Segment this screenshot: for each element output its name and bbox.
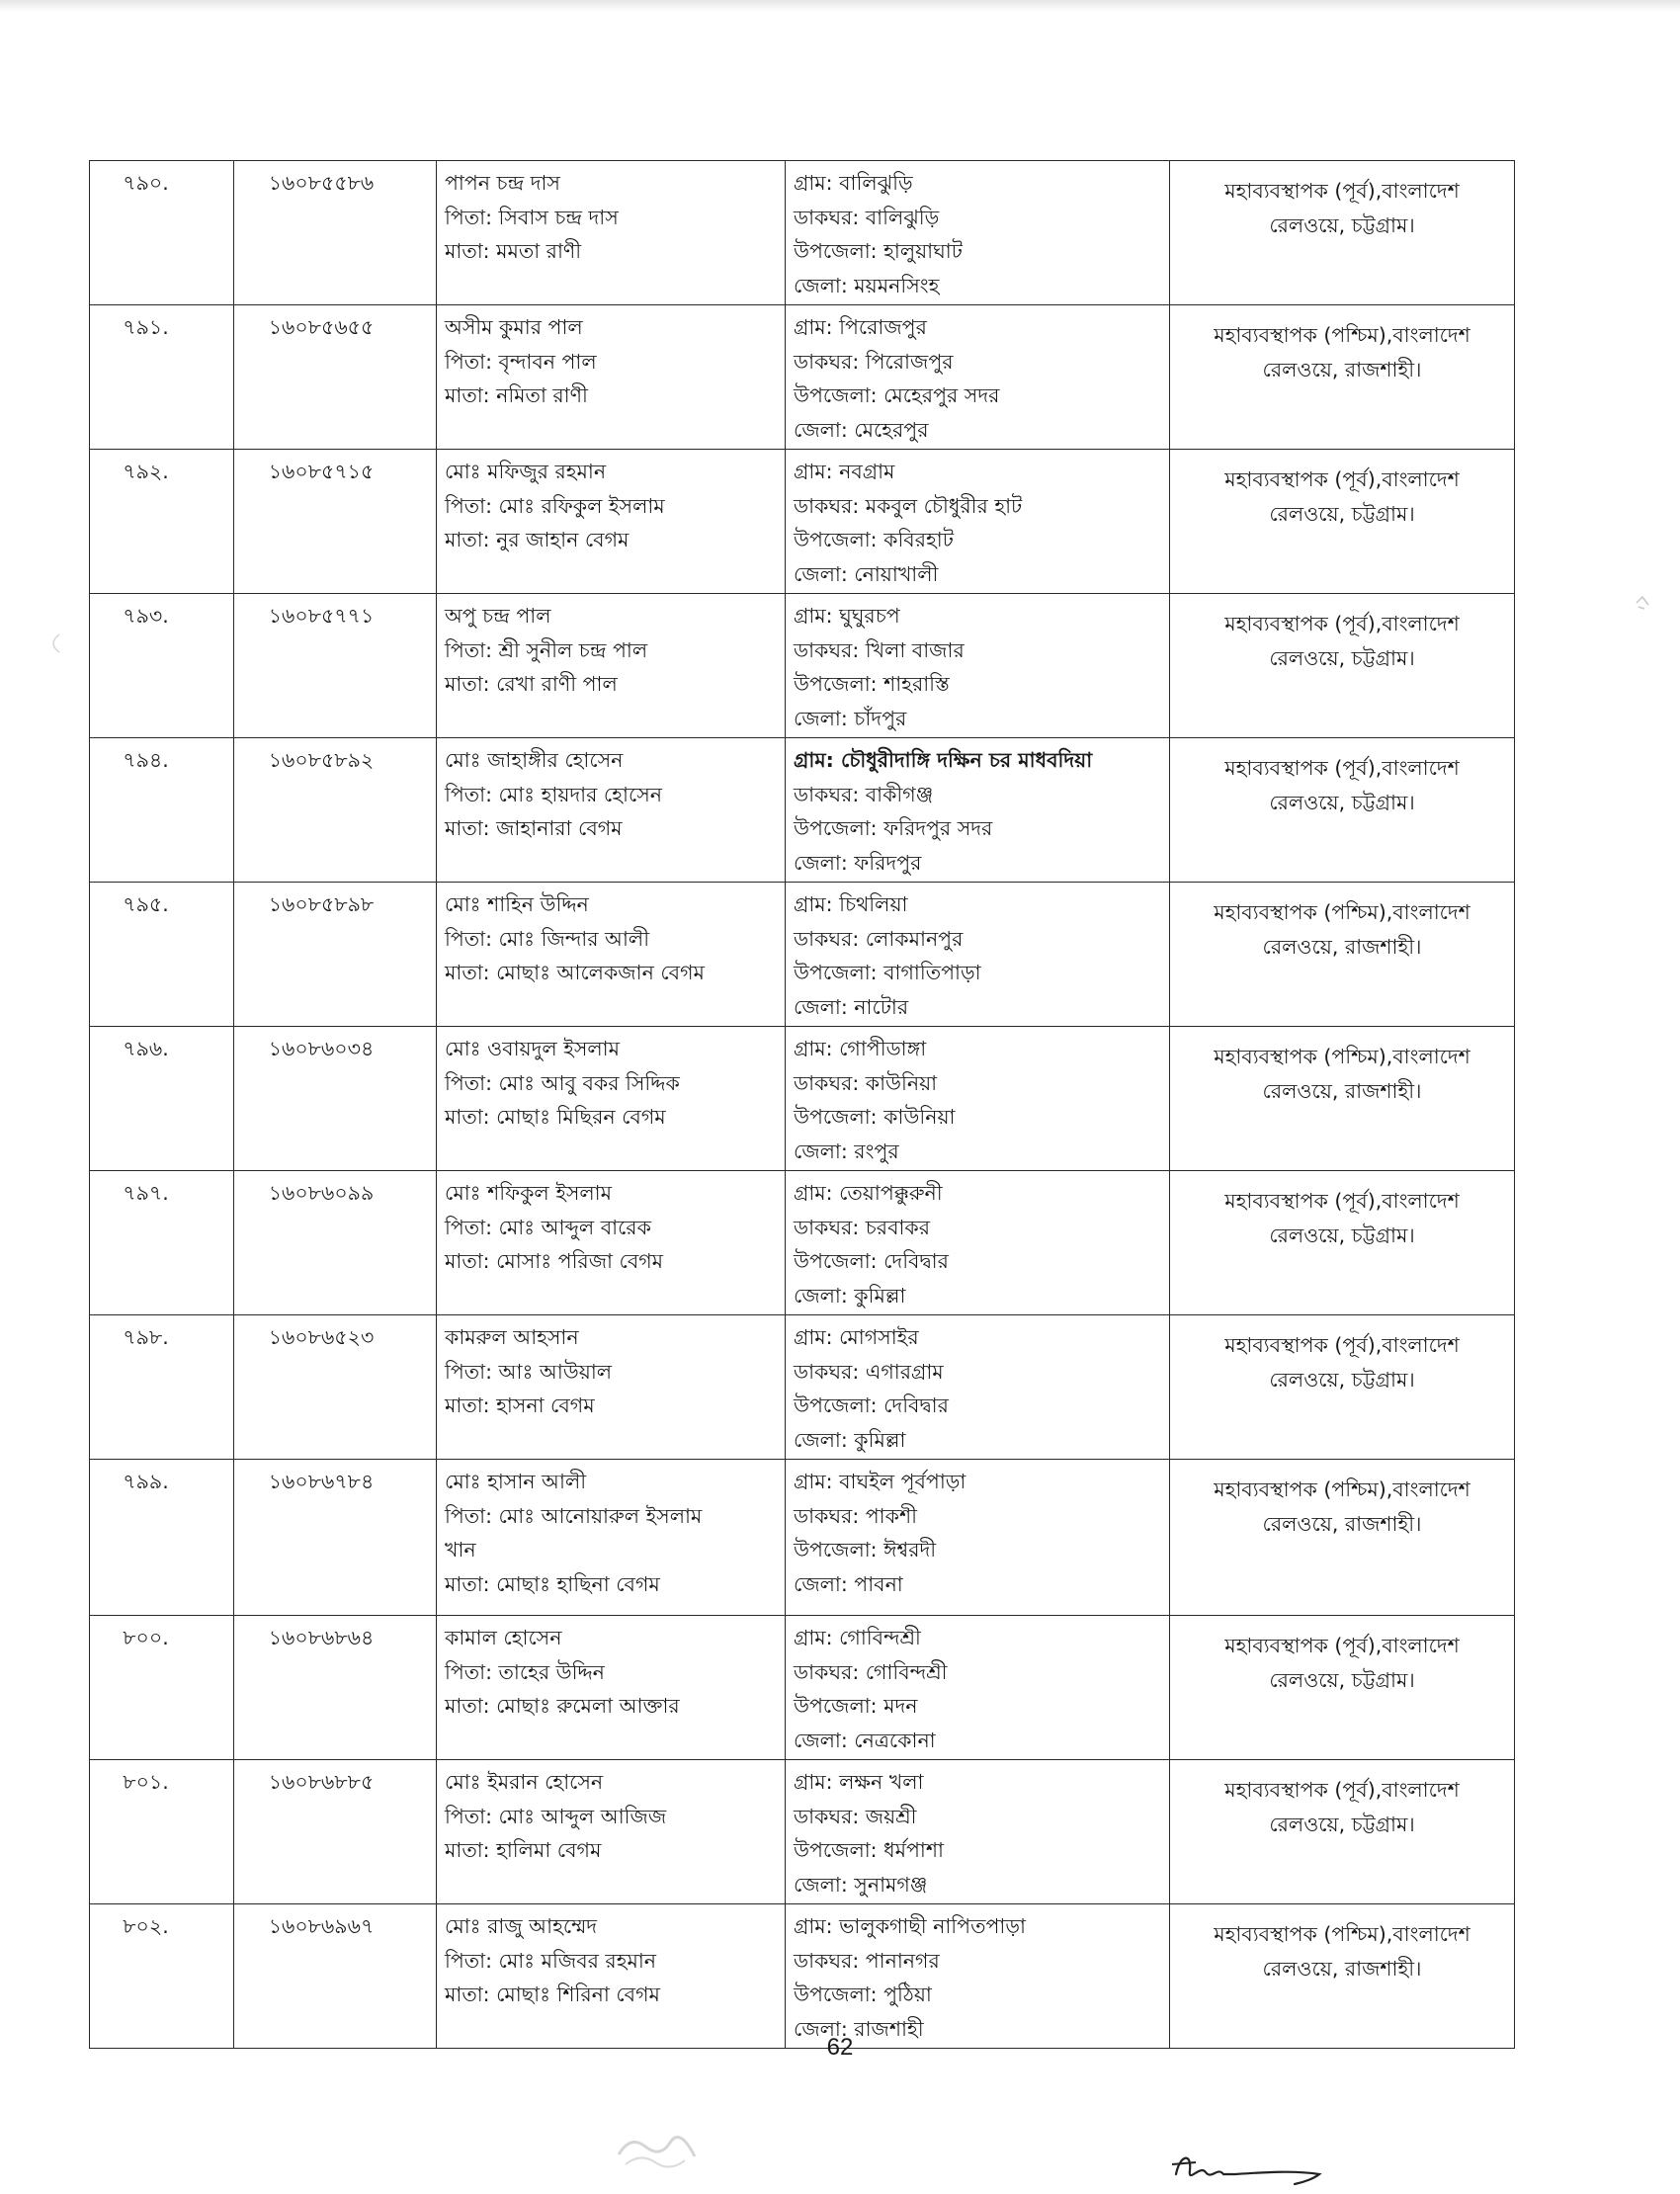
candidate-name: পাপন চন্দ্র দাস: [445, 171, 560, 195]
table-row: [90, 305, 1515, 450]
post-office: ডাকঘর: পিরোজপুর: [794, 349, 954, 374]
post-office: ডাকঘর: খিলা বাজার: [794, 637, 965, 662]
registration-cell: [234, 450, 437, 594]
candidate-table: [89, 160, 1515, 2049]
registration-number: ১৬০৮৬৮৮৫: [268, 1770, 375, 1794]
serial-cell: [90, 883, 234, 1027]
person-cell: [437, 1171, 786, 1315]
village: গ্রাম: তেয়াপক্কুরুনী: [794, 1181, 943, 1205]
serial-cell: [90, 161, 234, 305]
registration-number: ১৬০৮৫৮৯২: [268, 748, 375, 772]
village: গ্রাম: গোপীডাঙ্গা: [794, 1037, 927, 1060]
table-row: [90, 1171, 1515, 1315]
father-name: পিতা: মোঃ জিন্দার আলী: [445, 926, 650, 951]
registration-cell: [234, 1027, 437, 1171]
office-line-1: মহাব্যবস্থাপক (পূর্ব),বাংলাদেশ: [1224, 612, 1460, 635]
office-cell: [1170, 1616, 1515, 1760]
office-line-1: মহাব্যবস্থাপক (পশ্চিম),বাংলাদেশ: [1214, 1477, 1470, 1501]
registration-cell: [234, 1760, 437, 1904]
address-cell: [786, 305, 1170, 450]
office-line-2: রেলওয়ে, চট্টগ্রাম।: [1269, 1812, 1415, 1836]
upazila: উপজেলা: হালুয়াঘাট: [794, 239, 963, 263]
registration-number: ১৬০৮৫৭৭১: [268, 604, 375, 628]
upazila: উপজেলা: শাহরাস্তি: [794, 672, 950, 696]
upazila: উপজেলা: দেবিদ্বার: [794, 1393, 949, 1417]
registration-cell: [234, 305, 437, 450]
registration-number: ১৬০৮৬৯৬৭: [268, 1914, 375, 1938]
upazila: উপজেলা: ফরিদপুর সদর: [794, 816, 993, 840]
candidate-name: মোঃ শফিকুল ইসলাম: [445, 1181, 613, 1205]
post-office: ডাকঘর: চরবাকর: [794, 1215, 931, 1239]
table-row: [90, 450, 1515, 594]
serial-cell: [90, 1460, 234, 1616]
post-office: ডাকঘর: এগারগ্রাম: [794, 1359, 944, 1384]
office-line-1: মহাব্যবস্থাপক (পশ্চিম),বাংলাদেশ: [1214, 900, 1470, 924]
serial-number: ৭৯৬.: [123, 1037, 169, 1060]
village: গ্রাম: ভালুকগাছী নাপিতপাড়া: [794, 1914, 1026, 1938]
registration-number: ১৬০৮৬৮৬৪: [268, 1626, 375, 1649]
district: জেলা: নোয়াখালী: [794, 561, 939, 586]
person-cell: [437, 1027, 786, 1171]
serial-number: ৭৯৮.: [123, 1325, 169, 1349]
registration-number: ১৬০৮৬০৯৯: [268, 1181, 375, 1205]
candidate-name: মোঃ ইমরান হোসেন: [445, 1770, 604, 1794]
office-line-2: রেলওয়ে, চট্টগ্রাম।: [1269, 1667, 1415, 1692]
candidate-table-body: [90, 161, 1515, 2049]
mother-name: মাতা: নুর জাহান বেগম: [445, 528, 630, 551]
district: জেলা: ফরিদপুর: [794, 850, 922, 875]
candidate-name: মোঃ মফিজুর রহমান: [445, 460, 607, 483]
serial-number: ৭৯০.: [123, 171, 169, 195]
office-line-1: মহাব্যবস্থাপক (পশ্চিম),বাংলাদেশ: [1214, 1922, 1470, 1946]
post-office: ডাকঘর: লোকমানপুর: [794, 926, 964, 951]
address-cell: [786, 1460, 1170, 1616]
serial-number: ৭৯১.: [123, 315, 169, 339]
candidate-name: অপু চন্দ্র পাল: [445, 604, 551, 628]
village: গ্রাম: বাঘইল পূর্বপাড়া: [794, 1470, 966, 1493]
office-line-1: মহাব্যবস্থাপক (পূর্ব),বাংলাদেশ: [1224, 179, 1460, 203]
district: জেলা: সুনামগঞ্জ: [794, 1872, 928, 1897]
upazila: উপজেলা: কবিরহাট: [794, 528, 954, 551]
post-office: ডাকঘর: পানানগর: [794, 1948, 940, 1973]
district: জেলা: কুমিল্লা: [794, 1283, 906, 1308]
registration-cell: [234, 1315, 437, 1460]
post-office: ডাকঘর: কাউনিয়া: [794, 1070, 938, 1095]
office-cell: [1170, 1760, 1515, 1904]
address-cell: [786, 1027, 1170, 1171]
father-name: পিতা: মোঃ রফিকুল ইসলাম: [445, 493, 665, 518]
district: জেলা: মেহেরপুর: [794, 417, 929, 442]
person-cell: [437, 1904, 786, 2049]
father-name: পিতা: মোঃ আনোয়ারুল ইসলাম: [445, 1503, 703, 1528]
office-cell: [1170, 738, 1515, 883]
office-line-1: মহাব্যবস্থাপক (পূর্ব),বাংলাদেশ: [1224, 467, 1460, 491]
table-row: [90, 161, 1515, 305]
father-name: পিতা: বৃন্দাবন পাল: [445, 349, 597, 374]
serial-number: ৮০১.: [123, 1770, 169, 1794]
post-office: ডাকঘর: বাকীগঞ্জ: [794, 782, 934, 806]
serial-cell: [90, 1027, 234, 1171]
village: গ্রাম: নবগ্রাম: [794, 460, 895, 483]
mother-name: মাতা: নমিতা রাণী: [445, 383, 588, 407]
district: জেলা: রংপুর: [794, 1139, 899, 1163]
mother-name: মাতা: হালিমা বেগম: [445, 1838, 602, 1862]
address-cell: [786, 1616, 1170, 1760]
office-line-2: রেলওয়ে, চট্টগ্রাম।: [1269, 212, 1415, 237]
office-cell: [1170, 450, 1515, 594]
office-cell: [1170, 883, 1515, 1027]
village: গ্রাম: মোগসাইর: [794, 1325, 919, 1349]
village: গ্রাম: বালিঝুড়ি: [794, 171, 913, 195]
serial-cell: [90, 1904, 234, 2049]
office-line-1: মহাব্যবস্থাপক (পশ্চিম),বাংলাদেশ: [1214, 1045, 1470, 1068]
serial-cell: [90, 305, 234, 450]
serial-number: ৭৯২.: [123, 460, 169, 483]
address-cell: [786, 738, 1170, 883]
mother-name: মাতা: মোছাঃ হাছিনা বেগম: [445, 1571, 660, 1596]
registration-number: ১৬০৮৬৫২৩: [268, 1325, 375, 1349]
registration-cell: [234, 883, 437, 1027]
father-name: পিতা: মোঃ আব্দুল বারেক: [445, 1215, 651, 1239]
serial-number: ৭৯৪.: [123, 748, 169, 772]
serial-number: ৭৯৩.: [123, 604, 169, 628]
upazila: উপজেলা: মেহেরপুর সদর: [794, 383, 1000, 407]
office-cell: [1170, 1171, 1515, 1315]
registration-number: ১৬০৮৫৭১৫: [268, 460, 375, 483]
office-line-1: মহাব্যবস্থাপক (পূর্ব),বাংলাদেশ: [1224, 1778, 1460, 1802]
office-line-1: মহাব্যবস্থাপক (পূর্ব),বাংলাদেশ: [1224, 1189, 1460, 1213]
registration-cell: [234, 1904, 437, 2049]
father-name: পিতা: আঃ আউয়াল: [445, 1359, 613, 1384]
post-office: ডাকঘর: মকবুল চৌধুরীর হাট: [794, 493, 1023, 518]
office-line-2: রেলওয়ে, চট্টগ্রাম।: [1269, 1367, 1415, 1392]
office-line-2: রেলওয়ে, চট্টগ্রাম।: [1269, 501, 1415, 526]
village: গ্রাম: পিরোজপুর: [794, 315, 927, 339]
address-cell: [786, 1171, 1170, 1315]
registration-cell: [234, 1171, 437, 1315]
district: জেলা: নাটোর: [794, 994, 909, 1019]
address-cell: [786, 594, 1170, 738]
mother-name: মাতা: মমতা রাণী: [445, 239, 582, 263]
candidate-name: মোঃ জাহাঙ্গীর হোসেন: [445, 748, 624, 772]
district: জেলা: ময়মনসিংহ: [794, 273, 940, 297]
mother-name: মাতা: রেখা রাণী পাল: [445, 672, 618, 696]
office-cell: [1170, 1904, 1515, 2049]
registration-number: ১৬০৮৫৫৮৬: [268, 171, 375, 195]
registration-number: ১৬০৮৬০৩৪: [268, 1037, 375, 1060]
serial-cell: [90, 1171, 234, 1315]
registration-number: ১৬০৮৫৬৫৫: [268, 315, 375, 339]
registration-number: ১৬০৮৫৮৯৮: [268, 892, 375, 916]
serial-number: ৮০০.: [123, 1626, 169, 1649]
office-line-2: রেলওয়ে, রাজশাহী।: [1262, 1078, 1422, 1103]
mother-name: মাতা: হাসনা বেগম: [445, 1393, 595, 1417]
candidate-name: মোঃ শাহিন উদ্দিন: [445, 892, 589, 916]
post-office: ডাকঘর: গোবিন্দশ্রী: [794, 1659, 948, 1684]
district: জেলা: চাঁদপুর: [794, 706, 907, 730]
table-row: [90, 1760, 1515, 1904]
village: গ্রাম: চৌধুরীদাঙ্গি দক্ষিন চর মাধবদিয়া: [794, 748, 1093, 772]
registration-cell: [234, 738, 437, 883]
office-line-1: মহাব্যবস্থাপক (পূর্ব),বাংলাদেশ: [1224, 756, 1460, 780]
serial-cell: [90, 1616, 234, 1760]
table-row: [90, 1904, 1515, 2049]
mother-name: মাতা: জাহানারা বেগম: [445, 816, 623, 840]
person-cell: [437, 594, 786, 738]
candidate-name: মোঃ ওবায়দুল ইসলাম: [445, 1037, 620, 1060]
upazila: উপজেলা: ঈশ্বরদী: [794, 1538, 937, 1561]
serial-cell: [90, 738, 234, 883]
district: জেলা: কুমিল্লা: [794, 1427, 906, 1452]
table-row: [90, 1315, 1515, 1460]
scan-edge-shade: [0, 0, 1680, 12]
stamp-smudge: [611, 2125, 700, 2174]
village: গ্রাম: ঘুঘুরচপ: [794, 604, 900, 628]
table-row: [90, 1460, 1515, 1616]
office-line-2: রেলওয়ে, রাজশাহী।: [1262, 934, 1422, 959]
office-line-1: মহাব্যবস্থাপক (পূর্ব),বাংলাদেশ: [1224, 1333, 1460, 1357]
office-line-1: মহাব্যবস্থাপক (পশ্চিম),বাংলাদেশ: [1214, 323, 1470, 347]
serial-cell: [90, 1760, 234, 1904]
address-cell: [786, 450, 1170, 594]
address-cell: [786, 1904, 1170, 2049]
district: জেলা: পাবনা: [794, 1571, 903, 1596]
margin-mark-icon: [49, 633, 63, 654]
village: গ্রাম: চিথলিয়া: [794, 892, 908, 916]
person-cell: [437, 1460, 786, 1616]
table-row: [90, 1027, 1515, 1171]
office-line-2: রেলওয়ে, রাজশাহী।: [1262, 1511, 1422, 1536]
father-name: পিতা: তাহের উদ্দিন: [445, 1659, 605, 1684]
post-office: ডাকঘর: বালিঝুড়ি: [794, 205, 940, 229]
table-row: [90, 738, 1515, 883]
serial-number: ৮০২.: [123, 1914, 169, 1938]
office-cell: [1170, 1315, 1515, 1460]
person-cell: [437, 1315, 786, 1460]
office-cell: [1170, 1460, 1515, 1616]
district: জেলা: নেত্রকোনা: [794, 1728, 936, 1752]
office-cell: [1170, 594, 1515, 738]
registration-number: ১৬০৮৬৭৮৪: [268, 1470, 375, 1493]
father-name: পিতা: সিবাস চন্দ্র দাস: [445, 205, 619, 229]
registration-cell: [234, 1460, 437, 1616]
office-cell: [1170, 1027, 1515, 1171]
office-line-2: রেলওয়ে, চট্টগ্রাম।: [1269, 790, 1415, 814]
mother-name: মাতা: মোছাঃ আলেকজান বেগম: [445, 961, 705, 984]
office-line-2: রেলওয়ে, চট্টগ্রাম।: [1269, 645, 1415, 670]
mother-name: মাতা: মোছাঃ রুমেলা আক্তার: [445, 1694, 680, 1718]
upazila: উপজেলা: বাগাতিপাড়া: [794, 961, 981, 984]
upazila: উপজেলা: ধর্মপাশা: [794, 1838, 944, 1862]
serial-cell: [90, 1315, 234, 1460]
father-name: পিতা: মোঃ হায়দার হোসেন: [445, 782, 662, 806]
person-cell: [437, 883, 786, 1027]
serial-number: ৭৯৭.: [123, 1181, 169, 1205]
father-name: পিতা: মোঃ আবু বকর সিদ্দিক: [445, 1070, 680, 1095]
candidate-name: কামরুল আহসান: [445, 1325, 579, 1349]
office-line-2: রেলওয়ে, রাজশাহী।: [1262, 357, 1422, 381]
father-name: পিতা: মোঃ আব্দুল আজিজ: [445, 1804, 667, 1828]
post-office: ডাকঘর: পাকশী: [794, 1503, 917, 1528]
office-cell: [1170, 305, 1515, 450]
office-line-1: মহাব্যবস্থাপক (পূর্ব),বাংলাদেশ: [1224, 1634, 1460, 1657]
candidate-name: মোঃ রাজু আহম্মেদ: [445, 1914, 598, 1938]
signature-icon: [1166, 2145, 1324, 2194]
upazila: উপজেলা: কাউনিয়া: [794, 1105, 956, 1129]
registration-cell: [234, 1616, 437, 1760]
upazila: উপজেলা: মদন: [794, 1694, 918, 1718]
father-name: পিতা: শ্রী সুনীল চন্দ্র পাল: [445, 637, 648, 662]
registration-cell: [234, 161, 437, 305]
serial-number: ৭৯৯.: [123, 1470, 169, 1493]
serial-cell: [90, 594, 234, 738]
upazila: উপজেলা: পুঠিয়া: [794, 1983, 932, 2006]
serial-cell: [90, 450, 234, 594]
district: জেলা: রাজশাহী: [794, 2016, 924, 2041]
table-row: [90, 883, 1515, 1027]
post-office: ডাকঘর: জয়শ্রী: [794, 1804, 917, 1828]
candidate-name: মোঃ হাসান আলী: [445, 1470, 587, 1493]
upazila: উপজেলা: দেবিদ্বার: [794, 1249, 949, 1273]
office-cell: [1170, 161, 1515, 305]
candidate-name: কামাল হোসেন: [445, 1626, 562, 1649]
serial-number: ৭৯৫.: [123, 892, 169, 916]
person-cell: [437, 305, 786, 450]
office-line-2: রেলওয়ে, রাজশাহী।: [1262, 1956, 1422, 1981]
mother-name: মাতা: মোসাঃ পরিজা বেগম: [445, 1249, 664, 1273]
person-cell: [437, 161, 786, 305]
mother-name: মাতা: মোছাঃ মিছিরন বেগম: [445, 1105, 666, 1129]
table-row: [90, 594, 1515, 738]
person-cell: [437, 1616, 786, 1760]
page-number: 62: [826, 2034, 854, 2061]
person-cell: [437, 738, 786, 883]
village: গ্রাম: গোবিন্দশ্রী: [794, 1626, 921, 1649]
father-name-continued: খান: [445, 1538, 476, 1561]
address-cell: [786, 883, 1170, 1027]
person-cell: [437, 450, 786, 594]
office-line-2: রেলওয়ে, চট্টগ্রাম।: [1269, 1223, 1415, 1247]
table-row: [90, 1616, 1515, 1760]
address-cell: [786, 1315, 1170, 1460]
father-name: পিতা: মোঃ মজিবর রহমান: [445, 1948, 657, 1973]
margin-mark-icon: [1633, 593, 1652, 613]
address-cell: [786, 1760, 1170, 1904]
registration-cell: [234, 594, 437, 738]
candidate-name: অসীম কুমার পাল: [445, 315, 583, 339]
village: গ্রাম: লক্ষন খলা: [794, 1770, 924, 1794]
mother-name: মাতা: মোছাঃ শিরিনা বেগম: [445, 1983, 660, 2006]
address-cell: [786, 161, 1170, 305]
person-cell: [437, 1760, 786, 1904]
